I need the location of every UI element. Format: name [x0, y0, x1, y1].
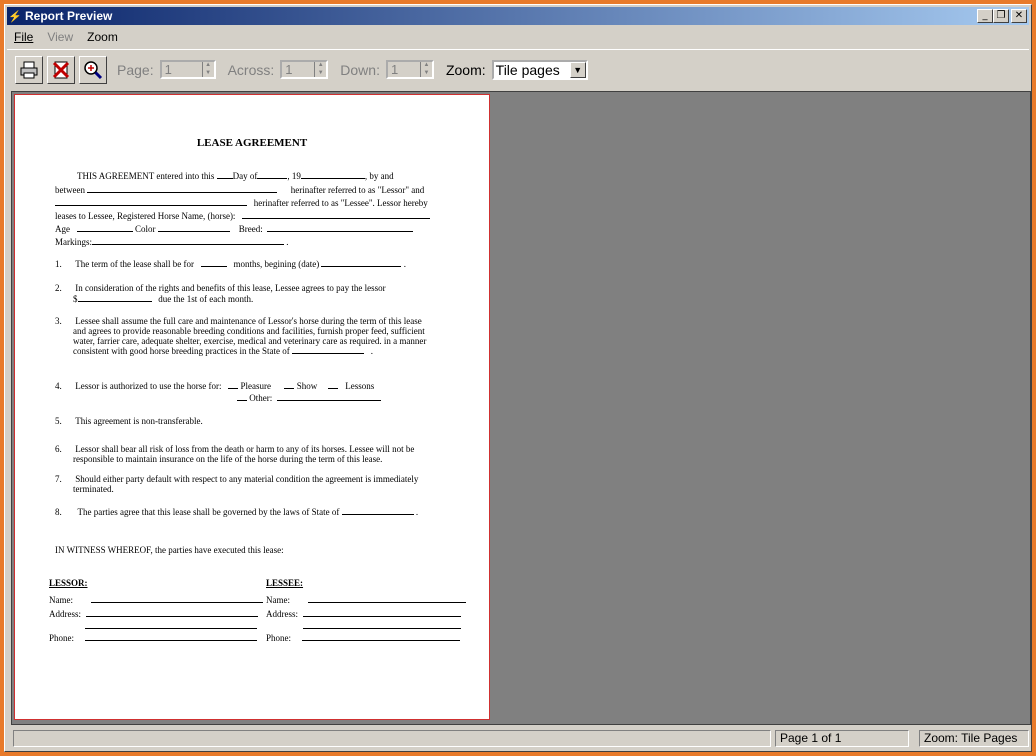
spin-down-icon[interactable]: ▼ [205, 69, 212, 76]
menu-file[interactable]: File [14, 29, 34, 44]
down-value: 1 [390, 62, 399, 77]
status-message [13, 730, 771, 747]
close-preview-button[interactable] [47, 56, 75, 84]
lessee-name: Name: [266, 595, 466, 605]
window-title: Report Preview [25, 9, 113, 23]
toolbar [7, 49, 1029, 89]
magnifier-icon [83, 60, 103, 80]
page-value: 1 [164, 62, 172, 77]
clause-3-line-4: consistent with good horse breeding practices in the State of . [73, 346, 373, 356]
across-spinner[interactable] [280, 60, 328, 79]
app-icon: ⚡ [8, 10, 22, 23]
clause-2-line-2: $ due the 1st of each month. [73, 294, 254, 304]
minimize-button[interactable]: _ [977, 9, 993, 23]
intro-line-4: leases to Lessee, Registered Horse Name, (horse): [55, 211, 430, 221]
intro-line-2: between herinafter referred to as "Lessor" and [55, 185, 425, 195]
spin-up-icon[interactable]: ▲ [205, 62, 212, 68]
intro-line-3: herinafter referred to as "Lessee". Lessor hereby [55, 198, 428, 208]
down-label: Down: [340, 61, 380, 78]
lessee-address-2 [303, 621, 461, 631]
report-preview-window [4, 4, 1032, 752]
lessee-phone: Phone: [266, 633, 460, 643]
zoom-label: Zoom: [445, 61, 486, 78]
clause-4: 4. Lessor is authorized to use the horse for: Pleasure Show Lessons [55, 381, 375, 391]
clause-5: 5. This agreement is non-transferable. [55, 416, 203, 426]
status-page: Page 1 of 1 [775, 730, 909, 747]
status-bar [7, 727, 1029, 749]
zoom-button[interactable] [79, 56, 107, 84]
title-bar[interactable] [7, 7, 1029, 25]
zoom-select[interactable] [492, 60, 588, 80]
spin-down-icon[interactable]: ▼ [423, 69, 430, 76]
clause-3: 3. Lessee shall assume the full care and maintenance of Lessor's horse during the term of this lease [55, 316, 422, 326]
menu-bar [7, 27, 1029, 46]
preview-area[interactable] [11, 91, 1031, 725]
clause-8: 8. The parties agree that this lease shall be governed by the laws of State of . [55, 507, 419, 517]
clause-6: 6. Lessor shall bear all risk of loss from the death or harm to any of its horses. Lessee will not be [55, 444, 415, 454]
witness-line: IN WITNESS WHEREOF, the parties have executed this lease: [55, 545, 284, 555]
lessee-address: Address: [266, 609, 461, 619]
clause-3-line-3: water, farrier care, adequate shelter, exercise, medical and veterinary care as required. in a manner [73, 336, 427, 346]
menu-zoom[interactable]: Zoom [87, 29, 118, 44]
restore-button[interactable]: ❐ [993, 9, 1009, 23]
spin-down-icon[interactable]: ▼ [317, 69, 324, 76]
menu-view[interactable]: View [47, 29, 74, 44]
intro-line-1: THIS AGREEMENT entered into this Day of , 19 , by and [77, 171, 394, 181]
clause-3-line-2: and agrees to provide reasonable breeding conditions and facilities, furnish proper feed, sufficient [73, 326, 425, 336]
close-button[interactable]: ✕ [1011, 9, 1027, 23]
close-report-icon [51, 60, 71, 80]
clause-1: 1. The term of the lease shall be for months, begining (date) . [55, 259, 406, 269]
across-label: Across: [227, 61, 275, 78]
lessor-heading: LESSOR: [49, 578, 88, 588]
clause-7: 7. Should either party default with respect to any material condition the agreement is immediately [55, 474, 419, 484]
clause-6-line-2: responsible to maintain insurance on the life of the horse during the term of this lease. [73, 454, 383, 464]
lessee-heading: LESSEE: [266, 578, 304, 588]
clause-2: 2. In consideration of the rights and benefits of this lease, Lessee agrees to pay the lessor [55, 283, 386, 293]
lessor-address: Address: [49, 609, 258, 619]
spin-up-icon[interactable]: ▲ [423, 62, 430, 68]
clause-7-line-2: terminated. [73, 484, 114, 494]
spin-up-icon[interactable]: ▲ [317, 62, 324, 68]
document-title: LEASE AGREEMENT [196, 137, 308, 149]
page-label: Page: [117, 61, 154, 78]
page-spinner[interactable] [160, 60, 216, 79]
printer-icon [19, 60, 39, 80]
status-zoom: Zoom: Tile Pages [919, 730, 1029, 747]
zoom-value: Tile pages [495, 61, 560, 78]
lessor-address-2 [85, 621, 257, 631]
chevron-down-icon[interactable]: ▼ [570, 62, 586, 78]
across-value: 1 [285, 62, 293, 77]
markings-line: Markings: . [55, 237, 289, 247]
lessor-name: Name: [49, 595, 263, 605]
report-page [14, 94, 490, 720]
lessor-phone: Phone: [49, 633, 257, 643]
clause-4-other: Other: [237, 393, 381, 403]
down-spinner[interactable] [386, 60, 434, 79]
print-button[interactable] [15, 56, 43, 84]
age-color-breed-line: Age Color Breed: [55, 224, 413, 234]
